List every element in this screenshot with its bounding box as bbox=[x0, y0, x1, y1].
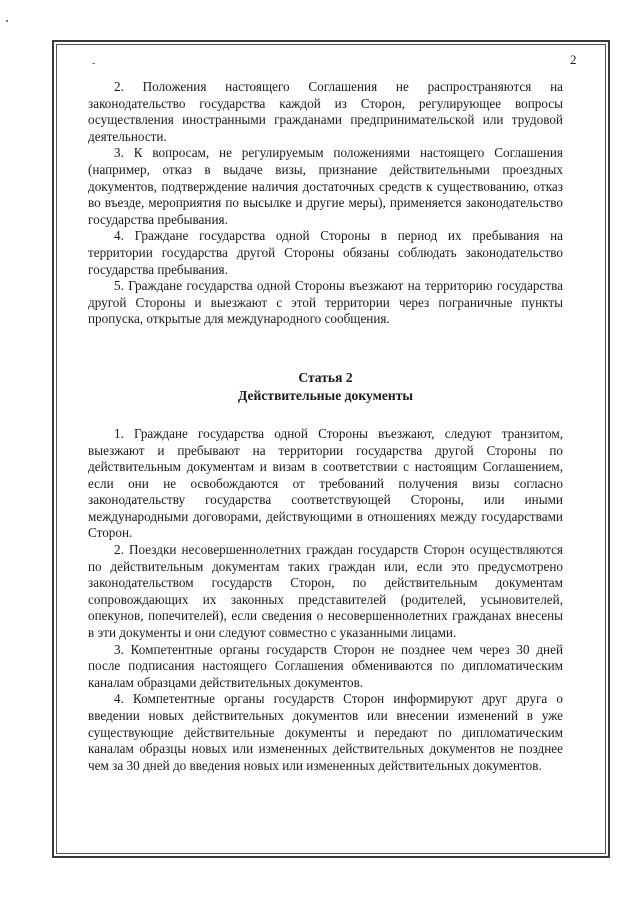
paragraph: 1. Граждане государства одной Стороны въезжают, следуют транзитом, выезжают и пребывают на территории государства другой Стороны по действительным документам и визам в соответствии с настоящим Соглашением, если они не освобождаются от требований получения визы согласно законодательству государства соответствующей Стороны, или иными международными договорами, действующими в отношениях между государствами Сторон. bbox=[88, 425, 563, 541]
scan-speck bbox=[6, 20, 8, 22]
article-label: Статья 2 bbox=[298, 369, 353, 385]
article-1-continuation bbox=[88, 79, 563, 328]
corner-mark: - bbox=[92, 58, 96, 69]
paragraph: 4. Граждане государства одной Стороны в период их пребывания на территории государства другой Стороны обязаны соблюдать законодательство государства пребывания. bbox=[88, 228, 563, 277]
paragraph: 3. К вопросам, не регулируемым положениями настоящего Соглашения (например, отказ в выдаче визы, признание действительными проездных документов, подтверждение наличия достаточных средств к существованию, отказ во въезде, мероприятия по высылке и другие меры), применяется законодательство государства пребывания. bbox=[88, 145, 563, 227]
paragraph: 2. Положения настоящего Соглашения не распространяются на законодательство государства каждой из Сторон, регулирующее вопросы осуществления иностранными гражданами предпринимательской или трудовой деятельности. bbox=[88, 79, 563, 144]
paragraph: 5. Граждане государства одной Стороны въезжают на территорию государства другой Стороны и выезжают с этой территории через пограничные пункты пропуска, открытые для международного сообщения. bbox=[88, 278, 563, 327]
article-2 bbox=[88, 369, 563, 774]
paragraph: 4. Компетентные органы государств Сторон информируют друг друга о введении новых действительных документов или внесении изменений в уже существующие действительные документы и передают по дипломатическим каналам образцы новых или измененных действительных документов не позднее чем за 30 дней до введения новых или измененных действительных документов. bbox=[88, 691, 563, 773]
page-number: 2 bbox=[570, 52, 577, 67]
document-body bbox=[88, 79, 563, 774]
paragraph: 2. Поездки несовершеннолетних граждан государств Сторон осуществляются по действительным документам таких граждан или, если это предусмотрено законодательством государств Сторон, по действительным документам сопровождающих их законных представителей (родителей, усыновителей, опекунов, попечителей), если сведения о несовершеннолетних гражданах внесены в эти документы и они следуют совместно с указанными лицами. bbox=[88, 542, 563, 641]
paragraph: 3. Компетентные органы государств Сторон не позднее чем через 30 дней после подписания настоящего Соглашения обмениваются по дипломатическим каналам образцами действительных документов. bbox=[88, 641, 563, 690]
article-title: Действительные документы bbox=[237, 387, 414, 403]
